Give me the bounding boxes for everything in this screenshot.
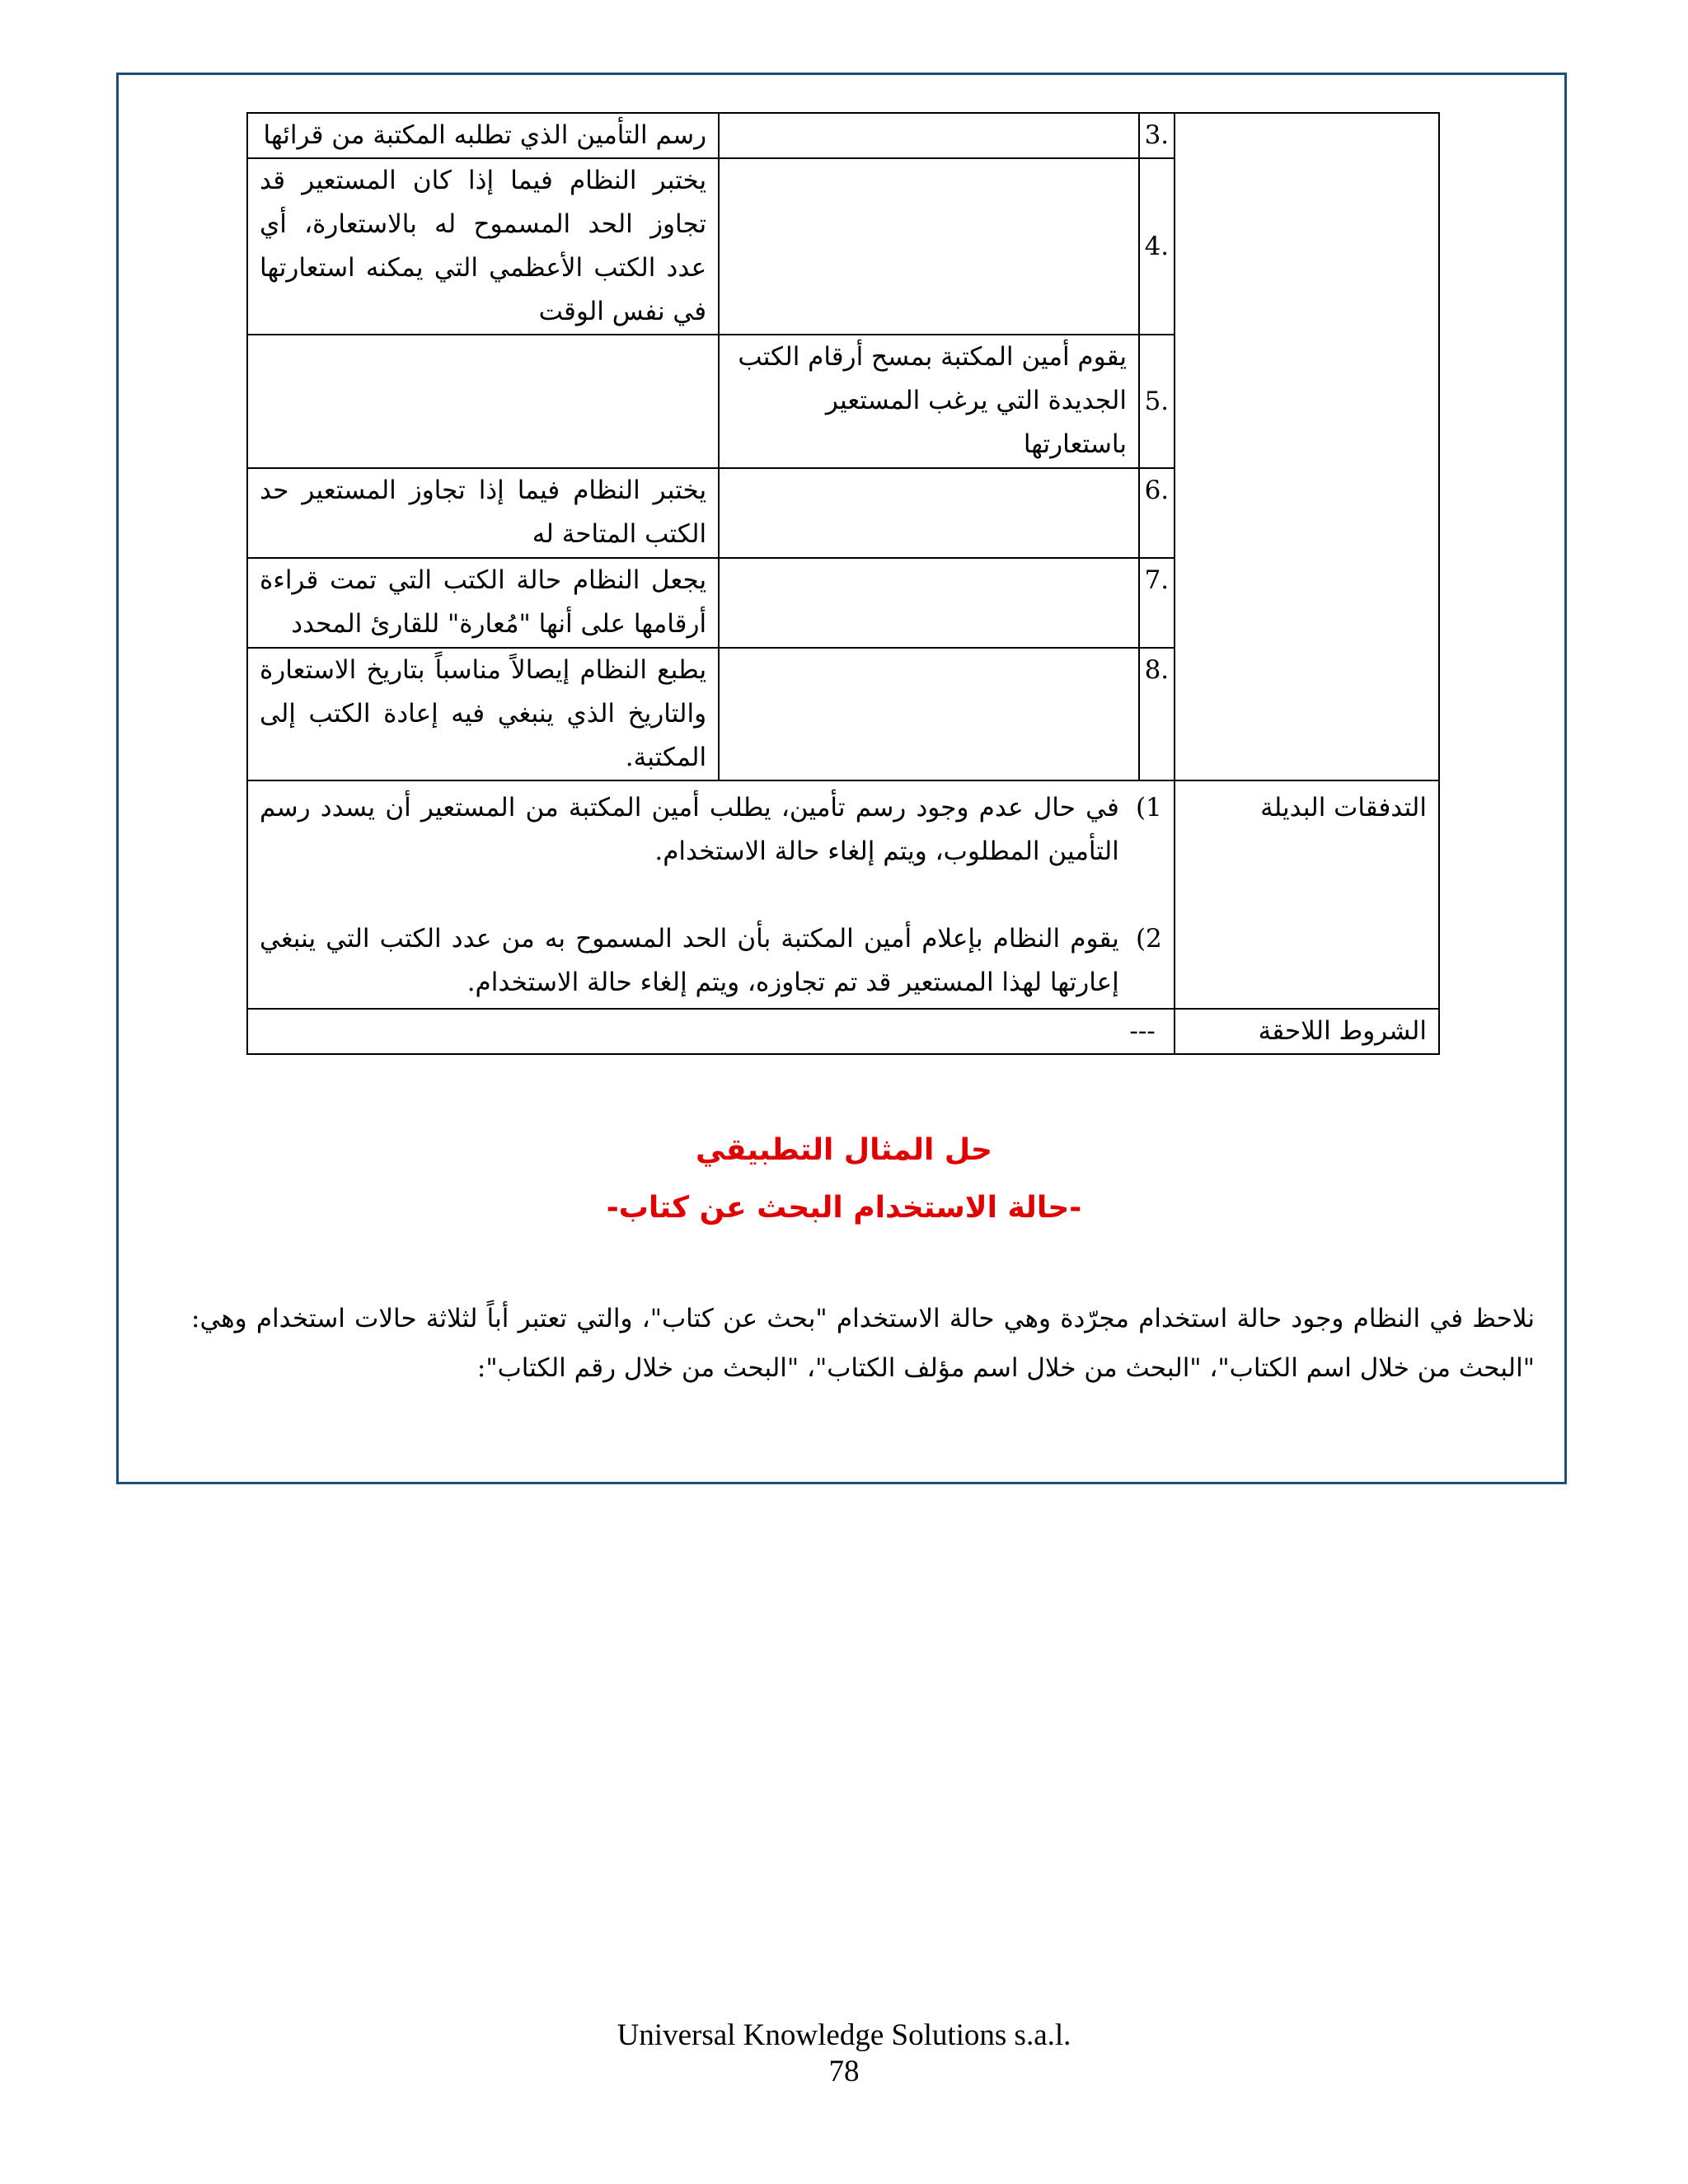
actor-cell [719, 558, 1139, 648]
alternative-flows-row [247, 780, 1439, 1009]
postconditions-label: الشروط اللاحقة [1175, 1009, 1439, 1054]
actor-cell [719, 648, 1139, 780]
alternative-flows-cell [247, 780, 1175, 1009]
step-number: .7 [1139, 558, 1175, 648]
system-cell: يجعل النظام حالة الكتب التي تمت قراءة أرقامها على أنها "مُعارة" للقارئ المحدد [247, 558, 719, 648]
system-cell: يطبع النظام إيصالاً مناسباً بتاريخ الاستعارة والتاريخ الذي ينبغي فيه إعادة الكتب إلى المكتبة. [247, 648, 719, 780]
step-number: .6 [1139, 468, 1175, 558]
step-number: .3 [1139, 113, 1175, 158]
label-cell-empty [1175, 113, 1439, 780]
flow-number: 2) [1135, 924, 1162, 954]
table-row [247, 113, 1439, 158]
use-case-table [246, 112, 1440, 1055]
section-subtitle: -حالة الاستخدام البحث عن كتاب- [606, 1191, 1082, 1225]
flow-text: في حال عدم وجود رسم تأمين، يطلب أمين المكتبة من المستعير أن يسدد رسم التأمين المطلوب، ويتم إلغاء حالة الاستخدام. [260, 793, 1119, 866]
system-cell: يختبر النظام فيما إذا كان المستعير قد تجاوز الحد المسموح له بالاستعارة، أي عدد الكتب الأعظمي التي يمكنه استعارتها في نفس الوقت [247, 158, 719, 335]
system-cell [247, 335, 719, 468]
body-paragraph: نلاحظ في النظام وجود حالة استخدام مجرّدة وهي حالة الاستخدام "بحث عن كتاب"، والتي تعتبر أباً لثلاثة حالات استخدام وهي: "البحث من خلال اسم الكتاب"، "البحث من خلال اسم مؤلف الكتاب"، "البحث من خلال رقم الكتاب": [191, 1304, 1535, 1383]
system-cell: يختبر النظام فيما إذا تجاوز المستعير حد الكتب المتاحة له [247, 468, 719, 558]
postconditions-value: --- [247, 1009, 1175, 1054]
flow-number: 1) [1135, 793, 1162, 823]
section-title: حل المثال التطبيقي [696, 1133, 992, 1167]
footer-company: Universal Knowledge Solutions s.a.l. [617, 2018, 1071, 2052]
step-number: .4 [1139, 158, 1175, 335]
page-number: 78 [828, 2055, 860, 2088]
system-cell: رسم التأمين الذي تطلبه المكتبة من قرائها [247, 113, 719, 158]
alternative-flows-label: التدفقات البديلة [1175, 780, 1439, 1009]
postconditions-row [247, 1009, 1439, 1054]
flow-text: يقوم النظام بإعلام أمين المكتبة بأن الحد المسموح به من عدد الكتب التي ينبغي إعارتها لهذا المستعير قد تم تجاوزه، ويتم إلغاء حالة الاستخدام. [260, 924, 1119, 997]
actor-cell: يقوم أمين المكتبة بمسح أرقام الكتب الجديدة التي يرغب المستعير باستعارتها [719, 335, 1139, 468]
actor-cell [719, 468, 1139, 558]
alternative-flow-item [260, 786, 1162, 874]
alternative-flow-item [260, 917, 1162, 1005]
actor-cell [719, 113, 1139, 158]
step-number: .5 [1139, 335, 1175, 468]
actor-cell [719, 158, 1139, 335]
step-number: .8 [1139, 648, 1175, 780]
